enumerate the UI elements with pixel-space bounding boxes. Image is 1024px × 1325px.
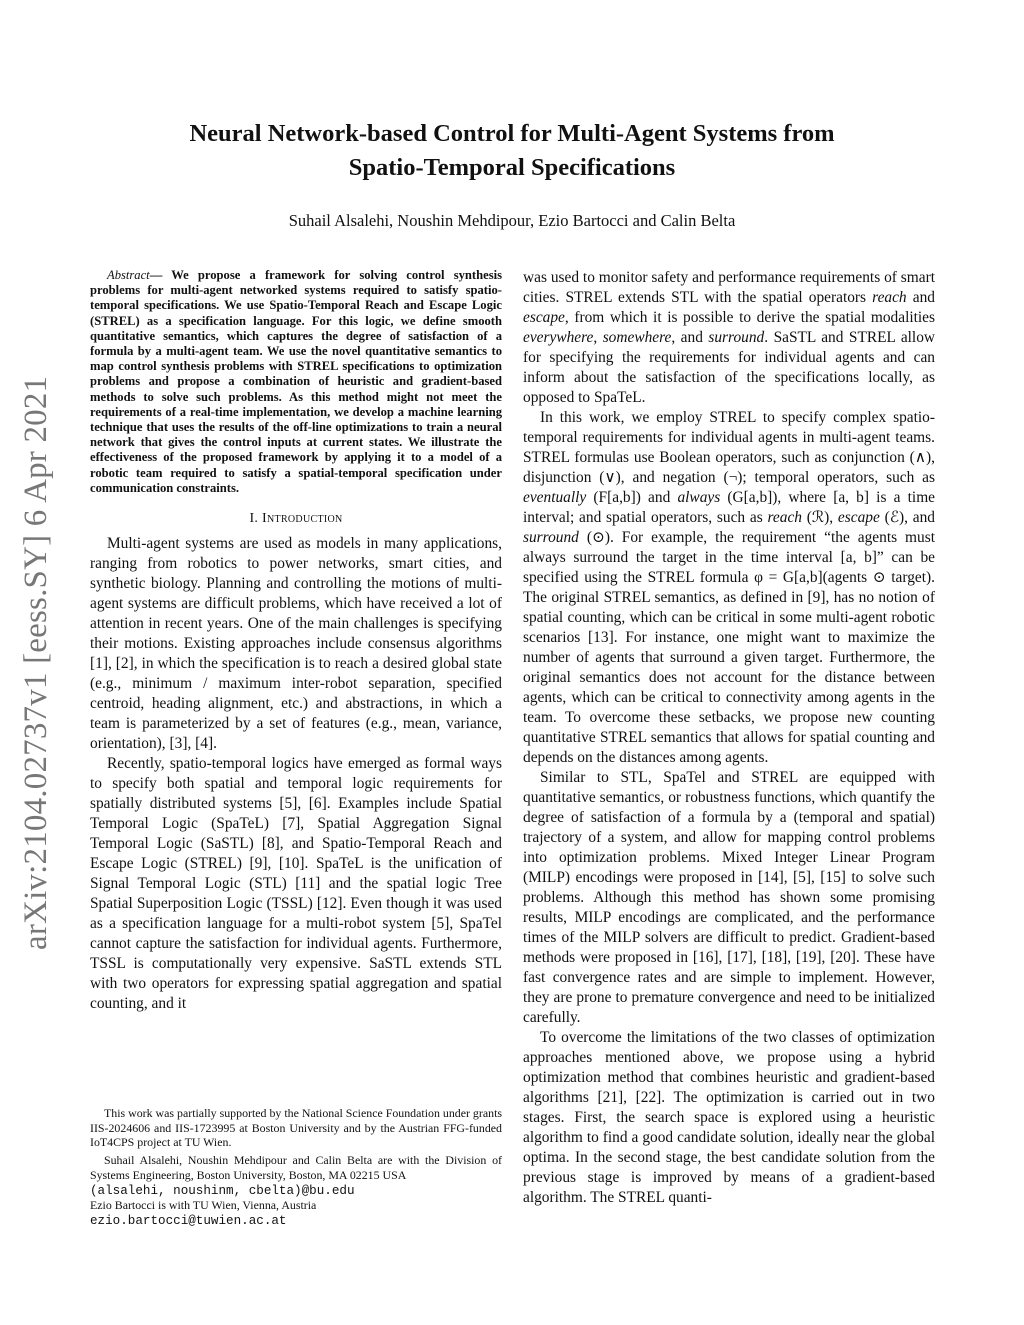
term-somewhere: somewhere — [602, 329, 672, 346]
paper-title — [100, 117, 924, 185]
right-paragraph-1 — [523, 268, 935, 408]
abstract-label: Abstract — [107, 268, 150, 282]
bu-emails: (alsalehi, noushinm, cbelta)@bu.edu — [90, 1183, 355, 1198]
abstract — [90, 268, 502, 496]
affiliation-footnote — [90, 1153, 502, 1229]
paper-title-line-1: Neural Network-based Control for Multi-Agent Systems from — [189, 120, 835, 147]
term-everywhere: everywhere — [523, 329, 594, 346]
footnotes — [90, 1106, 502, 1229]
text-run: (⊙). For example, the requirement “the agents must always surround the target in the time interval [a, b]” can be specified using the STREL formula φ = G[a,b](agents ⊙ target). The original STREL semantics, as defined in [9], has no notion of spatial counting, which can be critical in some multi-agent robotic scenarios [13]. For instance, one might want to maximize the number of agents that surround a given target. Furthermore, the original semantics does not account for the distance between agents, which can be critical to connectivity among agents in the team. To overcome these setbacks, we propose new counting quantitative STREL semantics that allows for spatial counting and depends on the distances among agents. — [523, 529, 935, 766]
term-reach: reach — [872, 289, 907, 306]
text-run: In this work, we employ STREL to specify complex spatio-temporal requirements for individual agents in multi-agent teams. STREL formulas use Boolean operators, such as conjunction (∧), disjunction (∨), and negation (¬); temporal operators, such as — [523, 409, 935, 486]
text-run: (ℰ), and — [879, 509, 935, 526]
bartocci-affiliation: Ezio Bartocci is with TU Wien, Vienna, Austria — [90, 1198, 317, 1213]
term-reach: reach — [767, 509, 802, 526]
section-title: Introduction — [262, 511, 343, 527]
term-escape: escape — [523, 309, 565, 326]
author-list: Suhail Alsalehi, Noushin Mehdipour, Ezio Bartocci and Calin Belta — [288, 211, 736, 230]
right-paragraph-3: Similar to STL, SpaTel and STREL are equipped with quantitative semantics, or robustness functions, which quantify the degree of satisfaction of a formula by a (temporal and spatial) trajectory of a system, and allow for mapping control problems into optimization problems. Mixed Integer Linear Program (MILP) encodings were proposed in [14], [5], [15] to solve such problems. Although this method has shown some promising results, MILP encodings are complicated, and the performance times of the MILP solvers are difficult to predict. Gradient-based methods were proposed in [16], [17], [18], [19], [20]. These have fast convergence rates and are simple to implement. However, they are prone to premature convergence and need to be initialized carefully. — [523, 769, 935, 1026]
text-run: , — [593, 329, 603, 346]
text-run: (F[a,b]) and — [586, 489, 678, 506]
arxiv-identifier-stamp: arXiv:2104.02737v1 [eess.SY] 6 Apr 2021 — [18, 375, 54, 950]
term-surround: surround — [523, 529, 579, 546]
affiliation-text: Suhail Alsalehi, Noushin Mehdipour and Calin Belta are with the Division of Systems Engineering, Boston University, Boston, MA 02215 USA — [90, 1153, 502, 1182]
text-run: was used to monitor safety and performance requirements of smart cities. STREL extends STL with the spatial operators — [523, 269, 935, 306]
paper-title-line-2: Spatio-Temporal Specifications — [348, 154, 676, 181]
text-run: (G[a,b]), where [a, b] is a time interval; and spatial operators, such as — [523, 489, 935, 526]
text-run: , and — [671, 329, 709, 346]
intro-paragraph-1: Multi-agent systems are used as models in many applications, ranging from robotics to power networks, smart cities, and synthetic biology. Planning and controlling the motions of multi-agent systems are difficult problems, which have received a lot of attention in recent years. One of the main challenges is specifying their motions. Existing approaches include consensus algorithms [1], [2], in which the specification is to reach a desired global state (e.g., minimum / maximum inter-robot separation, specified centroid, heading alignment, etc.) and abstractions, in which a team is parameterized by a set of features (e.g., mean, variance, orientation), [3], [4]. — [90, 535, 502, 753]
tuwien-email: ezio.bartocci@tuwien.ac.at — [90, 1213, 287, 1228]
section-heading-introduction — [90, 509, 502, 529]
section-numeral: I. — [249, 511, 259, 527]
term-escape: escape — [837, 509, 880, 526]
right-paragraph-2 — [523, 408, 935, 768]
text-run: (ℛ), — [801, 509, 838, 526]
right-paragraph-4: To overcome the limitations of the two classes of optimization approaches mentioned above, we propose using a hybrid optimization method that combines heuristic and gradient-based algorithms [21], [22]. The optimization is carried out in two stages. First, the search space is explored using a heuristic algorithm to find a good candidate solution, ideally near the global optima. In the second stage, the best candidate solution from the previous stage is improved by means of a gradient-based algorithm. The STREL quanti- — [523, 1029, 935, 1206]
abstract-text: — We propose a framework for solving control synthesis problems for multi-agent networked systems required to satisfy spatio-temporal specifications. We use Spatio-Temporal Reach and Escape Logic (STREL) as a specification language. For this logic, we define smooth quantitative semantics, which captures the degree of satisfaction of a formula by a multi-agent team. We use the novel quantitative semantics to map control synthesis problems with STREL specifications to optimization problems and propose a combination of heuristic and gradient-based methods to solve such problems. As this method might not meet the requirements of a real-time implementation, we develop a machine learning technique that uses the results of the off-line optimizations to train a neural network that gives the control inputs at current states. We illustrate the effectiveness of the proposed framework by applying it to a model of a robotic team required to satisfy a spatial-temporal specification under communication constraints. — [90, 268, 502, 495]
text-run: . SaSTL and STREL allow for specifying the requirements for individual agents and can inform about the satisfaction of the specifications locally, as opposed to SpaTeL. — [523, 329, 936, 406]
text-run: and — [906, 289, 935, 306]
term-surround: surround — [708, 329, 765, 346]
intro-paragraph-2: Recently, spatio-temporal logics have emerged as formal ways to specify both spatial and temporal logic requirements for spatially distributed systems [5], [6]. Examples include Spatial Temporal Logic (SpaTeL) [7], Spatial Aggregation Signal Temporal Logic (SaSTL) [8], and Spatio-Temporal Reach and Escape Logic (STREL) [9], [10]. SpaTeL is the unification of Signal Temporal Logic (STL) [11] and the spatial logic Tree Spatial Superposition Logic (TSSL) [12]. Even though it was used as a specification language for a multi-robot system [5], SpaTel cannot capture the satisfaction for individual agents. Furthermore, TSSL is computationally very expensive. SaSTL extends STL with two operators for expressing spatial aggregation and spatial counting, and it — [90, 755, 502, 1013]
right-column — [523, 268, 935, 1208]
funding-footnote: This work was partially supported by the National Science Foundation under grants IIS-2024606 and IIS-1723995 at Boston University and by the Austrian FFG-funded IoT4CPS project at TU Wien. — [90, 1106, 502, 1150]
term-always: always — [677, 489, 721, 506]
term-eventually: eventually — [523, 489, 587, 506]
left-column — [90, 268, 502, 1014]
text-run: , from which it is possible to derive the spatial modalities — [564, 309, 935, 326]
